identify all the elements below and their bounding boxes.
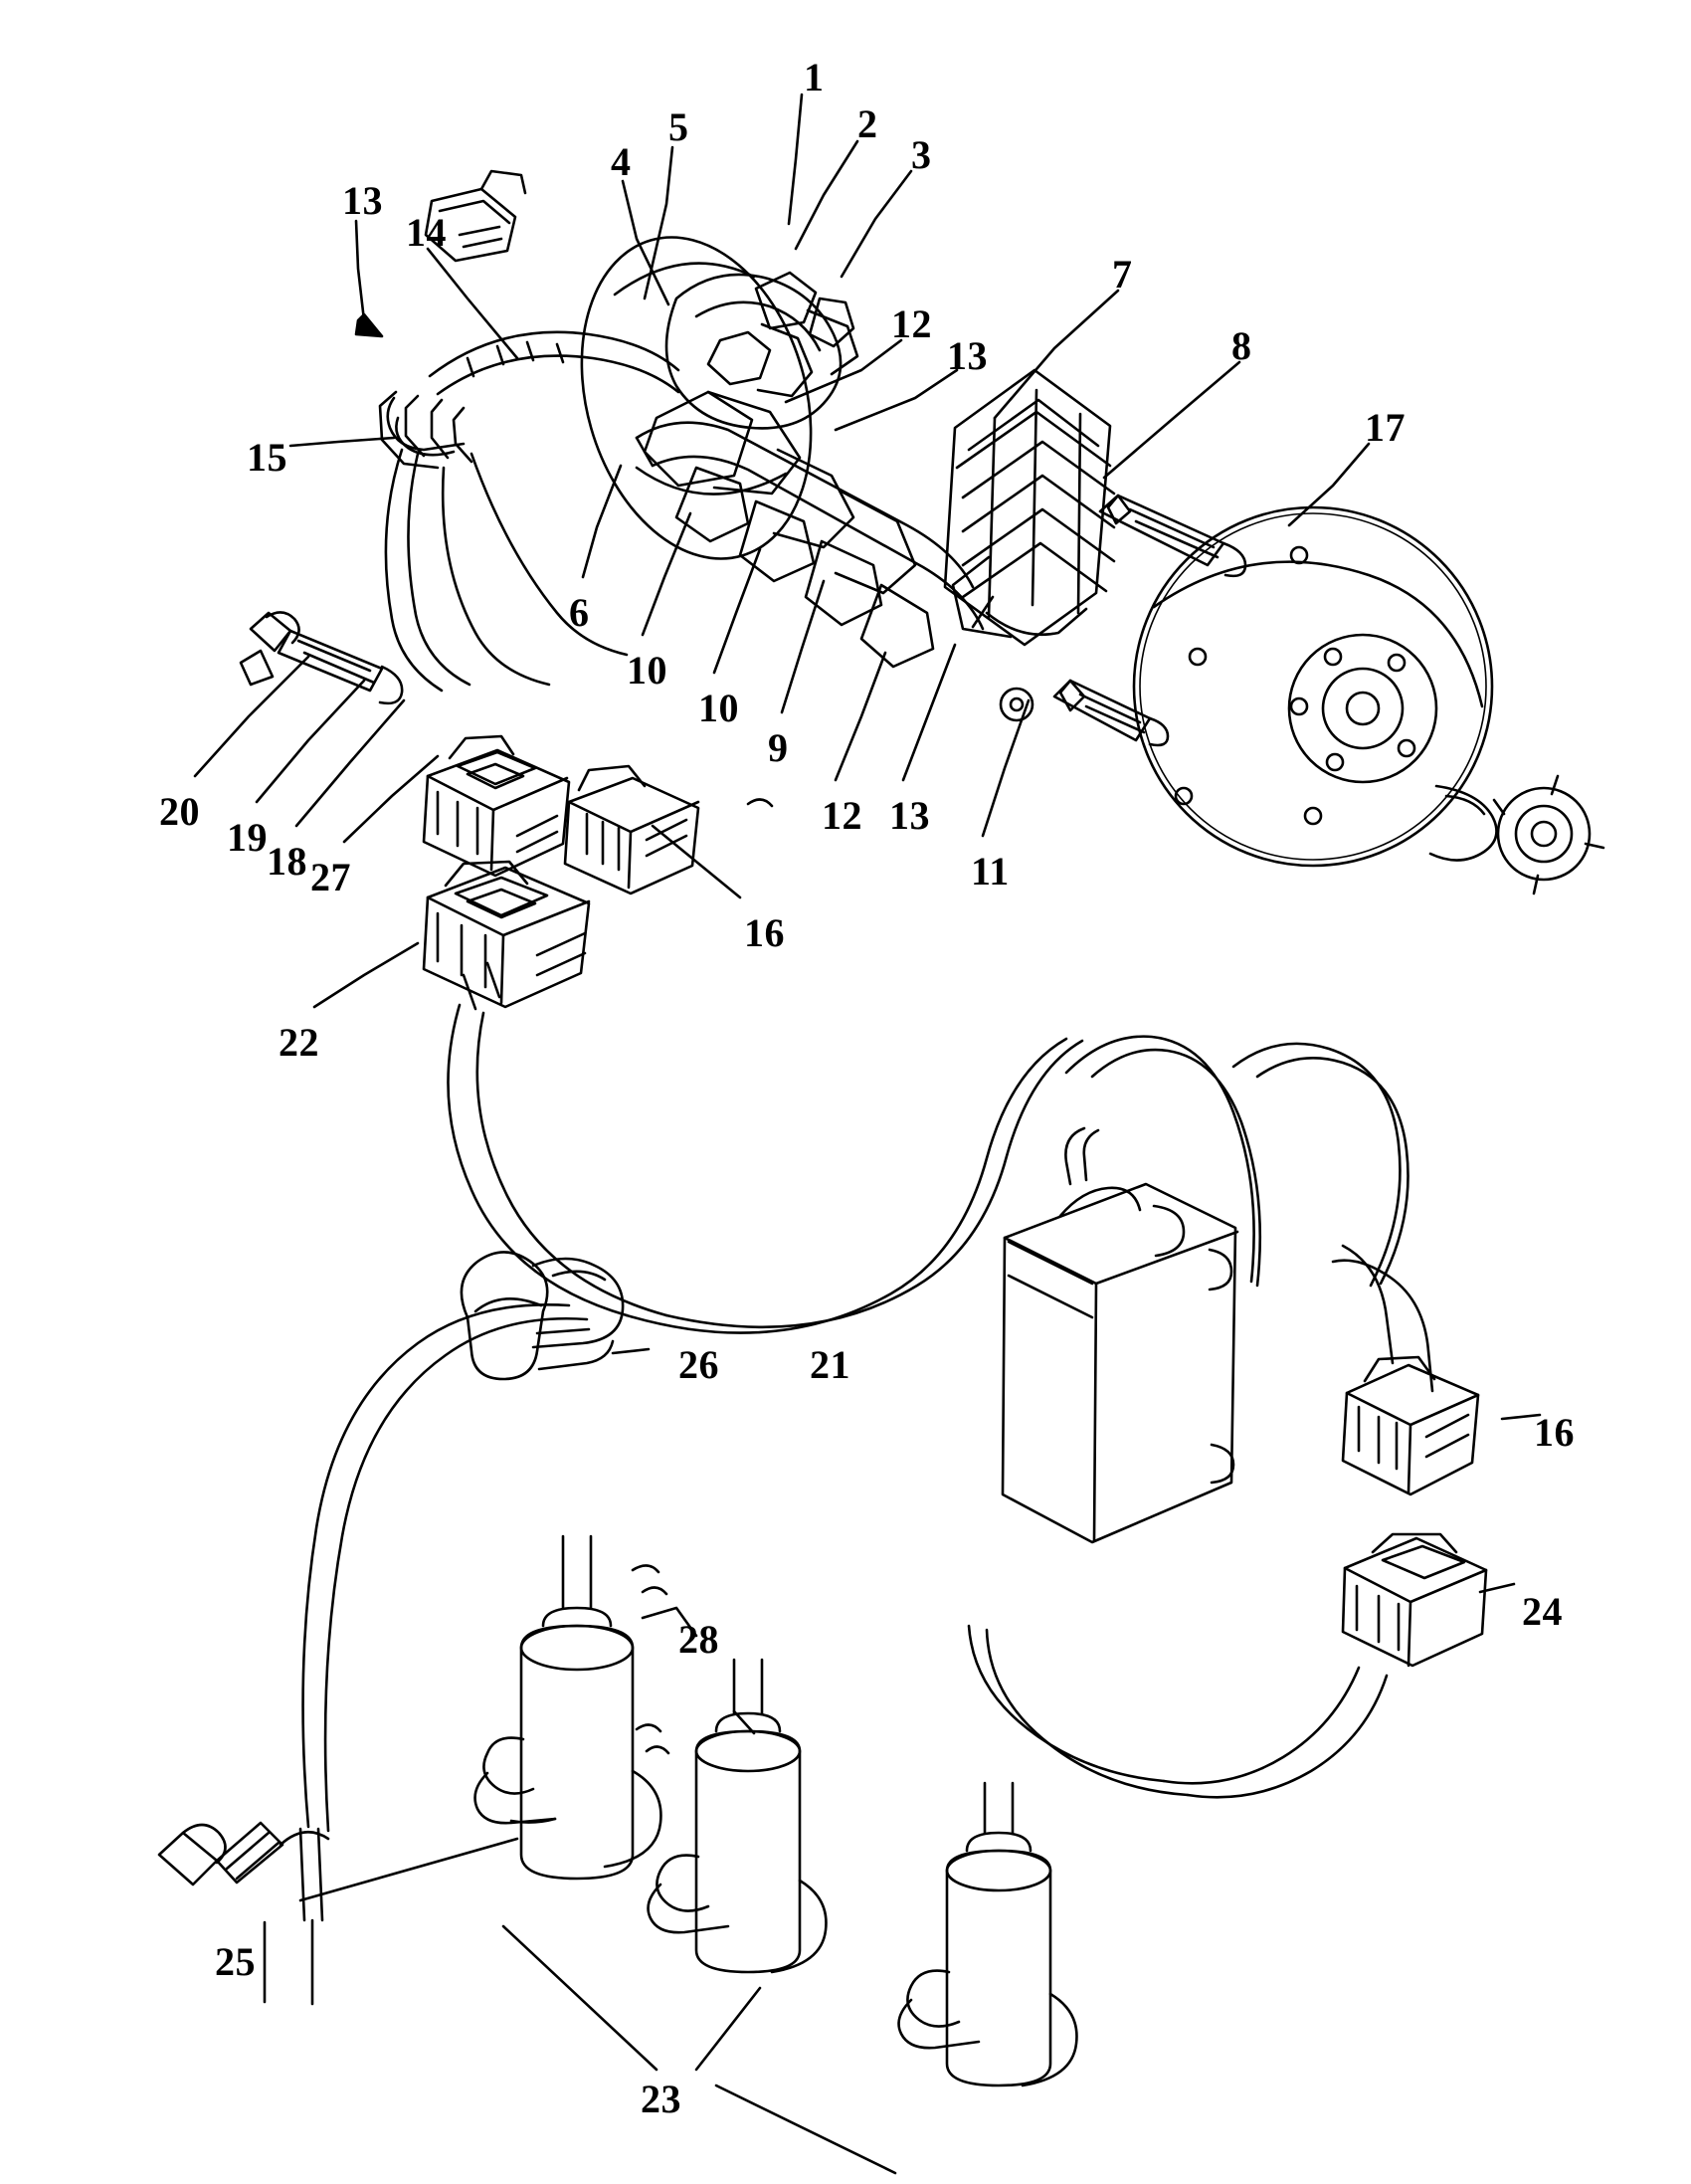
callout-15: 15 bbox=[247, 435, 287, 480]
callout-9: 9 bbox=[768, 725, 789, 770]
callout-14: 14 bbox=[406, 210, 447, 255]
callout-23: 23 bbox=[641, 2077, 681, 2121]
callout-2: 2 bbox=[857, 101, 878, 146]
callout-7: 7 bbox=[1112, 252, 1133, 297]
callout-26: 26 bbox=[678, 1342, 719, 1387]
callout-8: 8 bbox=[1231, 323, 1252, 368]
callout-10-left: 10 bbox=[627, 648, 667, 693]
callout-16-right: 16 bbox=[1534, 1410, 1575, 1455]
callout-5: 5 bbox=[668, 104, 689, 149]
callout-27: 27 bbox=[310, 855, 351, 899]
callout-17: 17 bbox=[1365, 405, 1406, 450]
callout-20: 20 bbox=[159, 789, 200, 834]
callout-13-lower: 13 bbox=[889, 793, 930, 838]
callout-11: 11 bbox=[971, 849, 1010, 893]
callout-3: 3 bbox=[911, 132, 932, 177]
callout-16-upper: 16 bbox=[744, 910, 785, 955]
callout-13-upper: 13 bbox=[947, 333, 988, 378]
callout-4: 4 bbox=[611, 139, 632, 184]
callout-28: 28 bbox=[678, 1617, 719, 1662]
callout-18: 18 bbox=[267, 839, 307, 884]
callout-24: 24 bbox=[1522, 1589, 1563, 1634]
callout-25: 25 bbox=[215, 1939, 256, 1984]
callout-13-top: 13 bbox=[342, 178, 383, 223]
callout-10-right: 10 bbox=[698, 686, 739, 730]
callout-1: 1 bbox=[804, 55, 825, 99]
leader-1 bbox=[789, 95, 802, 224]
callout-22: 22 bbox=[279, 1020, 319, 1065]
callout-21: 21 bbox=[810, 1342, 850, 1387]
callout-19: 19 bbox=[227, 815, 268, 860]
callout-6: 6 bbox=[569, 590, 590, 635]
callout-12-upper: 12 bbox=[891, 301, 932, 346]
callout-12-lower: 12 bbox=[822, 793, 862, 838]
